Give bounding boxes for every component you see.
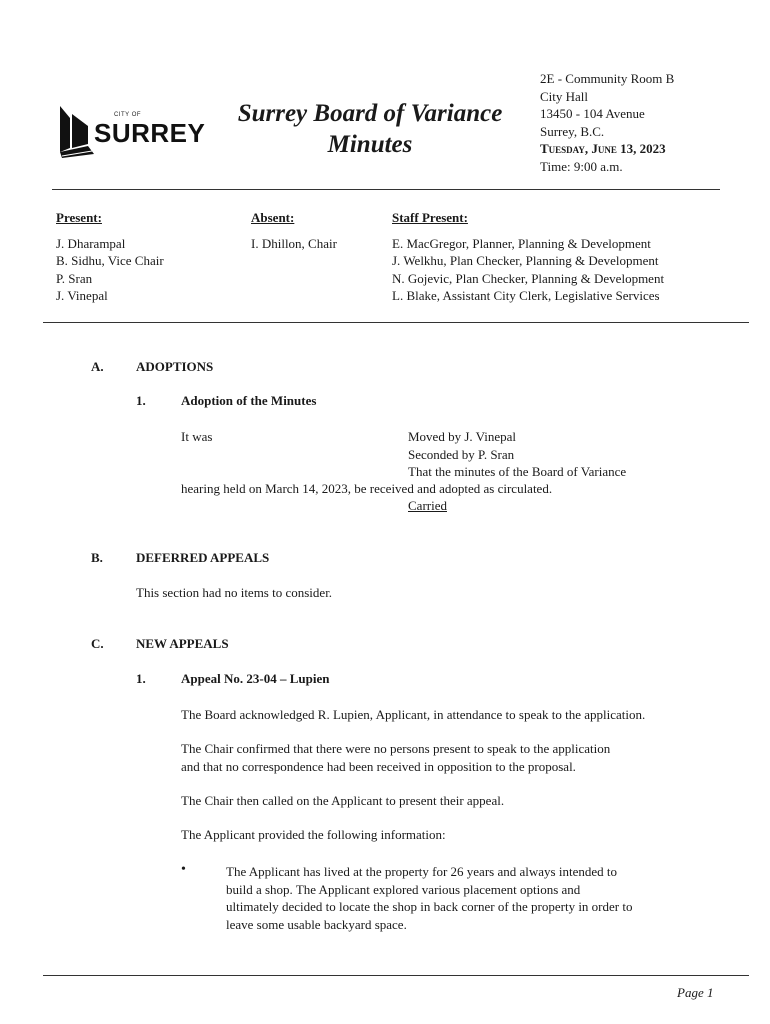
item-a1-number: 1. [136,393,146,408]
paragraph [181,740,610,775]
title-line-1: Surrey Board of Variance [237,100,503,127]
page-number: Page 1 [677,985,714,1000]
present-column [56,209,164,305]
footer-divider [43,975,749,976]
absent-column [251,209,337,252]
section-b-letter: B. [91,550,103,565]
present-member: J. Vinepal [56,288,108,303]
staff-member: E. MacGregor, Planner, Planning & Development [392,235,651,251]
logo-surrey-text: SURREY [94,118,206,148]
paragraph: The Applicant provided the following information: [181,827,446,842]
motion-moved: Moved by J. Vinepal [408,429,517,444]
city-of-surrey-logo [58,100,208,160]
attendance-divider [43,322,749,323]
bullet-line: ultimately decided to locate the shop in back corner of the property in order to [226,899,633,914]
bullet-marker: • [181,862,186,877]
location-line: Surrey, B.C. [540,123,605,139]
section-b-title: DEFERRED APPEALS [136,550,270,565]
bullet-line: leave some usable backyard space. [226,916,407,932]
staff-column [392,209,664,305]
meeting-location [540,70,674,175]
motion-text-1: That the minutes of the Board of Variance [408,464,627,479]
surrey-logo-icon [58,104,98,160]
absent-heading: Absent: [251,210,295,225]
logo-city-of-text: CITY OF [114,112,142,118]
bullet-line: The Applicant has lived at the property for 26 years and always intended to [226,864,617,879]
header-divider [52,189,720,190]
paragraph: The Chair then called on the Applicant to present their appeal. [181,793,505,808]
meeting-time: Time: 9:00 a.m. [540,158,623,174]
motion-it-was: It was [181,429,213,444]
bullet-item [226,863,632,933]
paragraph-line: The Chair confirmed that there were no persons present to speak to the application [181,741,611,756]
staff-heading: Staff Present: [392,210,468,225]
meeting-date: Tuesday, June 13, 2023 [540,141,666,156]
paragraph: The Board acknowledged R. Lupien, Applicant, in attendance to speak to the application. [181,707,646,722]
staff-member: N. Gojevic, Plan Checker, Planning & Development [392,270,665,286]
section-b-text: This section had no items to consider. [136,585,333,600]
absent-member: I. Dhillon, Chair [251,235,337,251]
motion-carried: Carried [408,498,447,513]
present-member: P. Sran [56,270,93,286]
item-c1-number: 1. [136,671,146,686]
bullet-line: build a shop. The Applicant explored various placement options and [226,881,581,897]
present-heading: Present: [56,210,102,225]
staff-member: L. Blake, Assistant City Clerk, Legislative Services [392,288,660,303]
location-line: 2E - Community Room B [540,71,675,86]
motion-block [408,428,626,481]
staff-member: J. Welkhu, Plan Checker, Planning & Development [392,253,659,268]
item-c1-title: Appeal No. 23-04 – Lupien [181,671,330,686]
location-line: City Hall [540,88,589,104]
section-a-letter: A. [91,359,104,374]
section-c-title: NEW APPEALS [136,636,229,651]
motion-seconded: Seconded by P. Sran [408,446,515,462]
present-member: B. Sidhu, Vice Chair [56,253,164,268]
paragraph-line: and that no correspondence had been received in opposition to the proposal. [181,758,576,774]
section-a-title: ADOPTIONS [136,359,214,374]
location-line: 13450 - 104 Avenue [540,106,645,121]
item-a1-title: Adoption of the Minutes [181,393,317,408]
section-c-letter: C. [91,636,104,651]
motion-text-2: hearing held on March 14, 2023, be received and adopted as circulated. [181,481,553,496]
present-member: J. Dharampal [56,235,126,251]
title-line-2: Minutes [327,131,413,158]
document-title [215,98,525,160]
